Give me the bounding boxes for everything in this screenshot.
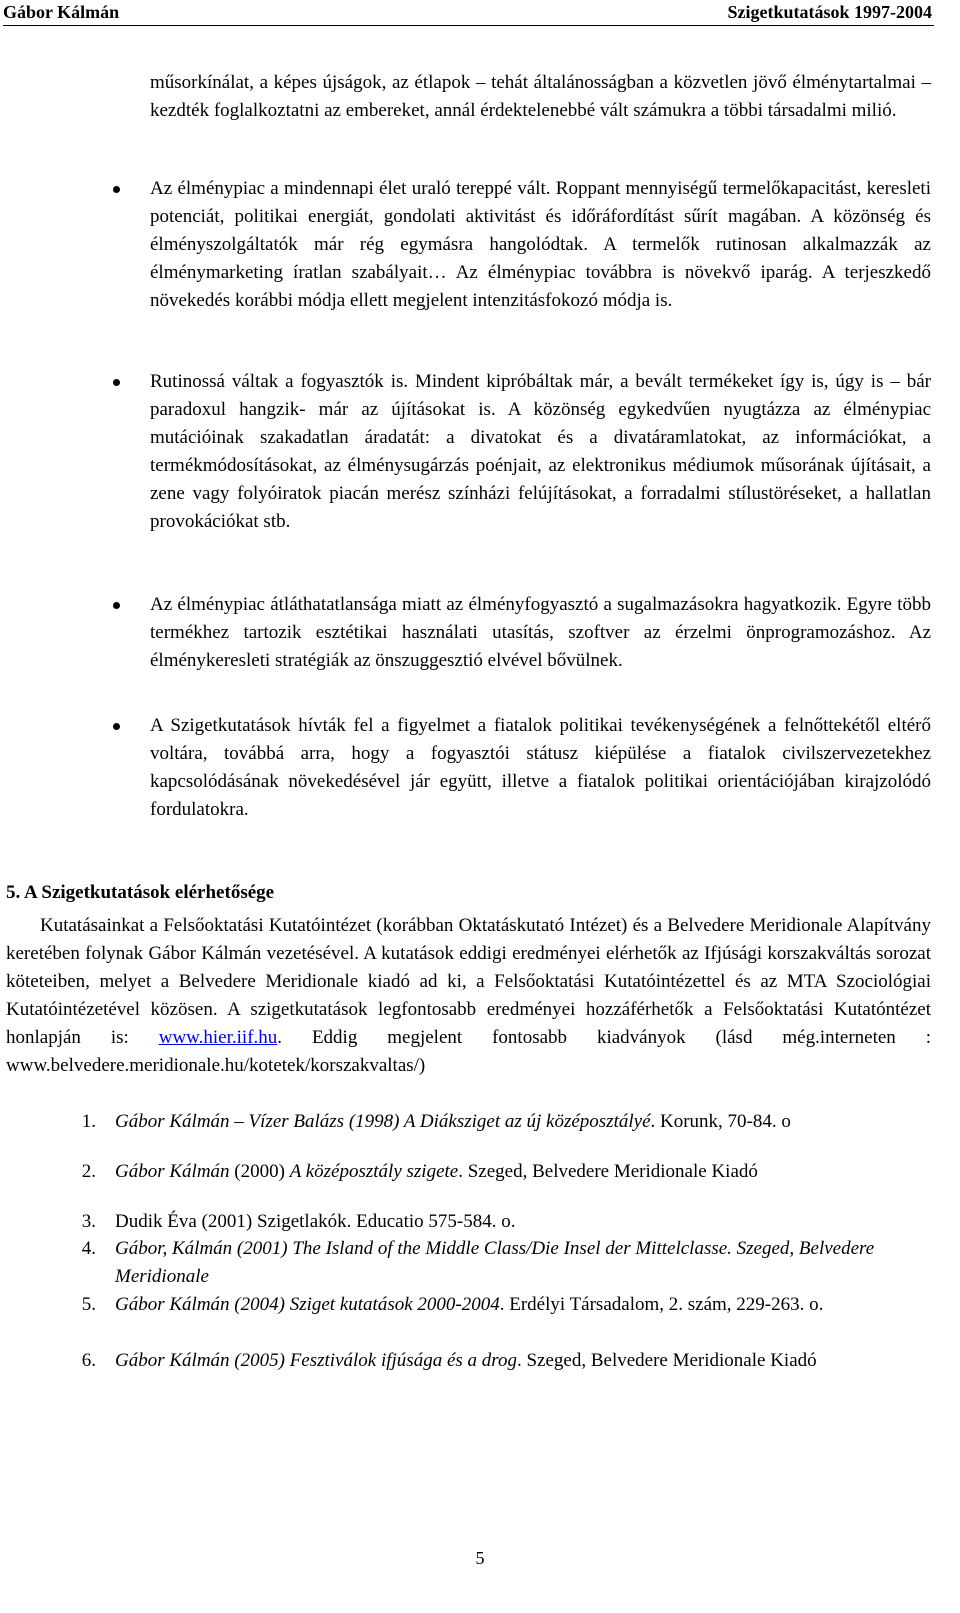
reference-number: 2. — [81, 1161, 96, 1182]
bullet-paragraph-1: Az élménypiac a mindennapi élet uraló tereppé vált. Roppant mennyiségű termelőkapacitást, keresleti potenciát, politikai energiát, gondolati aktivitást és időráfordítást sűrít magában. A közönség és élményszolgáltatók már rég egymásra hangolódtak. A termelők rutinosan alkalmazzák az élménymarketing íratlan szabályait… Az élménypiac továbbra is növekvő iparág. A terjeszkedő növekedés korábbi módja ellett megjelent intenzitásfokozó módja is. — [150, 178, 931, 311]
section-body-text: Kutatásainkat a Felsőoktatási Kutatóintézet (korábban Oktatáskutató Intézet) és a Belvedere Meridionale Alapítvány keretében folynak Gábor Kálmán vezetésével. A kutatások eddigi eredményei elérhetők az Ifjúsági korszakváltás sorozat köteteiben, melyet a Belvedere Meridionale kiadó ad ki, a Felsőoktatási Kutatóintézettel és az MTA Szociológiai Kutatóintézetével közösen. A szigetkutatások legfontosabb eredményei hozzáférhetők a Felsőoktatási Kutatóntézet honlapján is: — [6, 915, 931, 1048]
section-body — [6, 912, 931, 1080]
reference-italic-text: Gábor Kálmán (2005) Fesztiválok ifjúsága és a drog — [115, 1350, 517, 1371]
reference-plain-text: . Erdélyi Társadalom, 2. szám, 229-263. o. — [499, 1294, 824, 1315]
reference-italic-text: Gábor, Kálmán (2001) The Island of the Middle Class/Die Insel der Mittelclasse. Szeged, Belvedere Meridionale — [115, 1238, 875, 1287]
reference-item-4 — [115, 1235, 932, 1291]
reference-plain-text: . Korunk, 70-84. o — [650, 1111, 791, 1132]
reference-italic-text: Gábor Kálmán – Vízer Balázs (1998) A Diáksziget az új középosztályé — [115, 1111, 651, 1132]
reference-italic-text: Gábor Kálmán (2004) Sziget kutatások 2000-2004 — [115, 1294, 500, 1315]
reference-plain-text: Dudik Éva (2001) Szigetlakók. Educatio 575-584. o. — [115, 1211, 516, 1232]
reference-item-3 — [115, 1208, 932, 1236]
hier-website-link[interactable]: www.hier.iif.hu — [158, 1027, 278, 1048]
header-series-title: Szigetkutatások 1997-2004 — [727, 2, 932, 22]
reference-item-5 — [115, 1291, 932, 1319]
reference-plain-text: (2000) — [229, 1161, 290, 1182]
reference-item-6 — [115, 1347, 932, 1375]
section-body-text-after-link: . Eddig megjelent fontosabb kiadványok (lásd még.interneten : www.belvedere.meridionale.hu/kotetek/korszakvaltas/) — [6, 1027, 931, 1076]
bullet-paragraph-2: Rutinossá váltak a fogyasztók is. Mindent kipróbáltak már, a bevált termékeket így is, úgy is – bár paradoxul hangzik- már az újításokat is. A közönség egykedvűen nyugtázza az élménypiac mutációinak szakadatlan áradatát: a divatokat és a divatáramlatokat, az információkat, a termékmódosításokat, az élménysugárzás poénjait, az elektronikus médiumok műsorának újításait, a zene vagy folyóiratok piacán merész színházi felújításokat, a forradalmi stílustöréseket, a hallatlan provokációkat stb. — [150, 371, 931, 532]
intro-paragraph: műsorkínálat, a képes újságok, az étlapok – tehát általánosságban a közvetlen jövő élménytartalmai – kezdték foglalkoztatni az embereket, annál érdektelenebbé vált számukra a többi társadalmi milió. — [150, 72, 931, 121]
reference-plain-text: . Szeged, Belvedere Meridionale Kiadó — [458, 1161, 758, 1182]
bullet-dot — [113, 723, 120, 730]
reference-italic-text: Gábor Kálmán — [115, 1161, 230, 1182]
bullet-dot — [113, 602, 120, 609]
page-number: 5 — [475, 1548, 485, 1568]
reference-item-1 — [115, 1108, 932, 1136]
reference-number: 1. — [81, 1111, 96, 1132]
bullet-paragraph-4: A Szigetkutatások hívták fel a figyelmet a fiatalok politikai tevékenységének a felnőttekétől eltérő voltára, továbbá arra, hogy a fogyasztói státusz kiépülése a fiatalok civilszervezetekhez kapcsolódásának növekedésével jár együtt, illetve a fiatalok politikai orientációjában kirajzolódó fordulatokra. — [150, 715, 931, 820]
reference-item-2 — [115, 1158, 932, 1186]
reference-number: 4. — [81, 1238, 96, 1259]
bullet-paragraph-3: Az élménypiac átláthatatlansága miatt az élményfogyasztó a sugalmazásokra hagyatkozik. Egyre több termékhez tartozik esztétikai használati utasítás, szoftver az érzelmi önprogramozáshoz. Az élménykeresleti stratégiák az önszuggesztió elvével bővülnek. — [150, 594, 931, 671]
reference-number: 5. — [81, 1294, 96, 1315]
bullet-dot — [113, 186, 120, 193]
running-header — [0, 0, 960, 26]
header-rule — [3, 25, 934, 26]
bullet-dot — [113, 379, 120, 386]
reference-plain-text: . Szeged, Belvedere Meridionale Kiadó — [516, 1350, 817, 1371]
reference-number: 3. — [81, 1211, 96, 1232]
reference-italic-title: A középosztály szigete — [289, 1161, 459, 1182]
section-heading: 5. A Szigetkutatások elérhetősége — [6, 882, 275, 903]
reference-number: 6. — [81, 1350, 96, 1371]
header-author: Gábor Kálmán — [3, 2, 120, 22]
